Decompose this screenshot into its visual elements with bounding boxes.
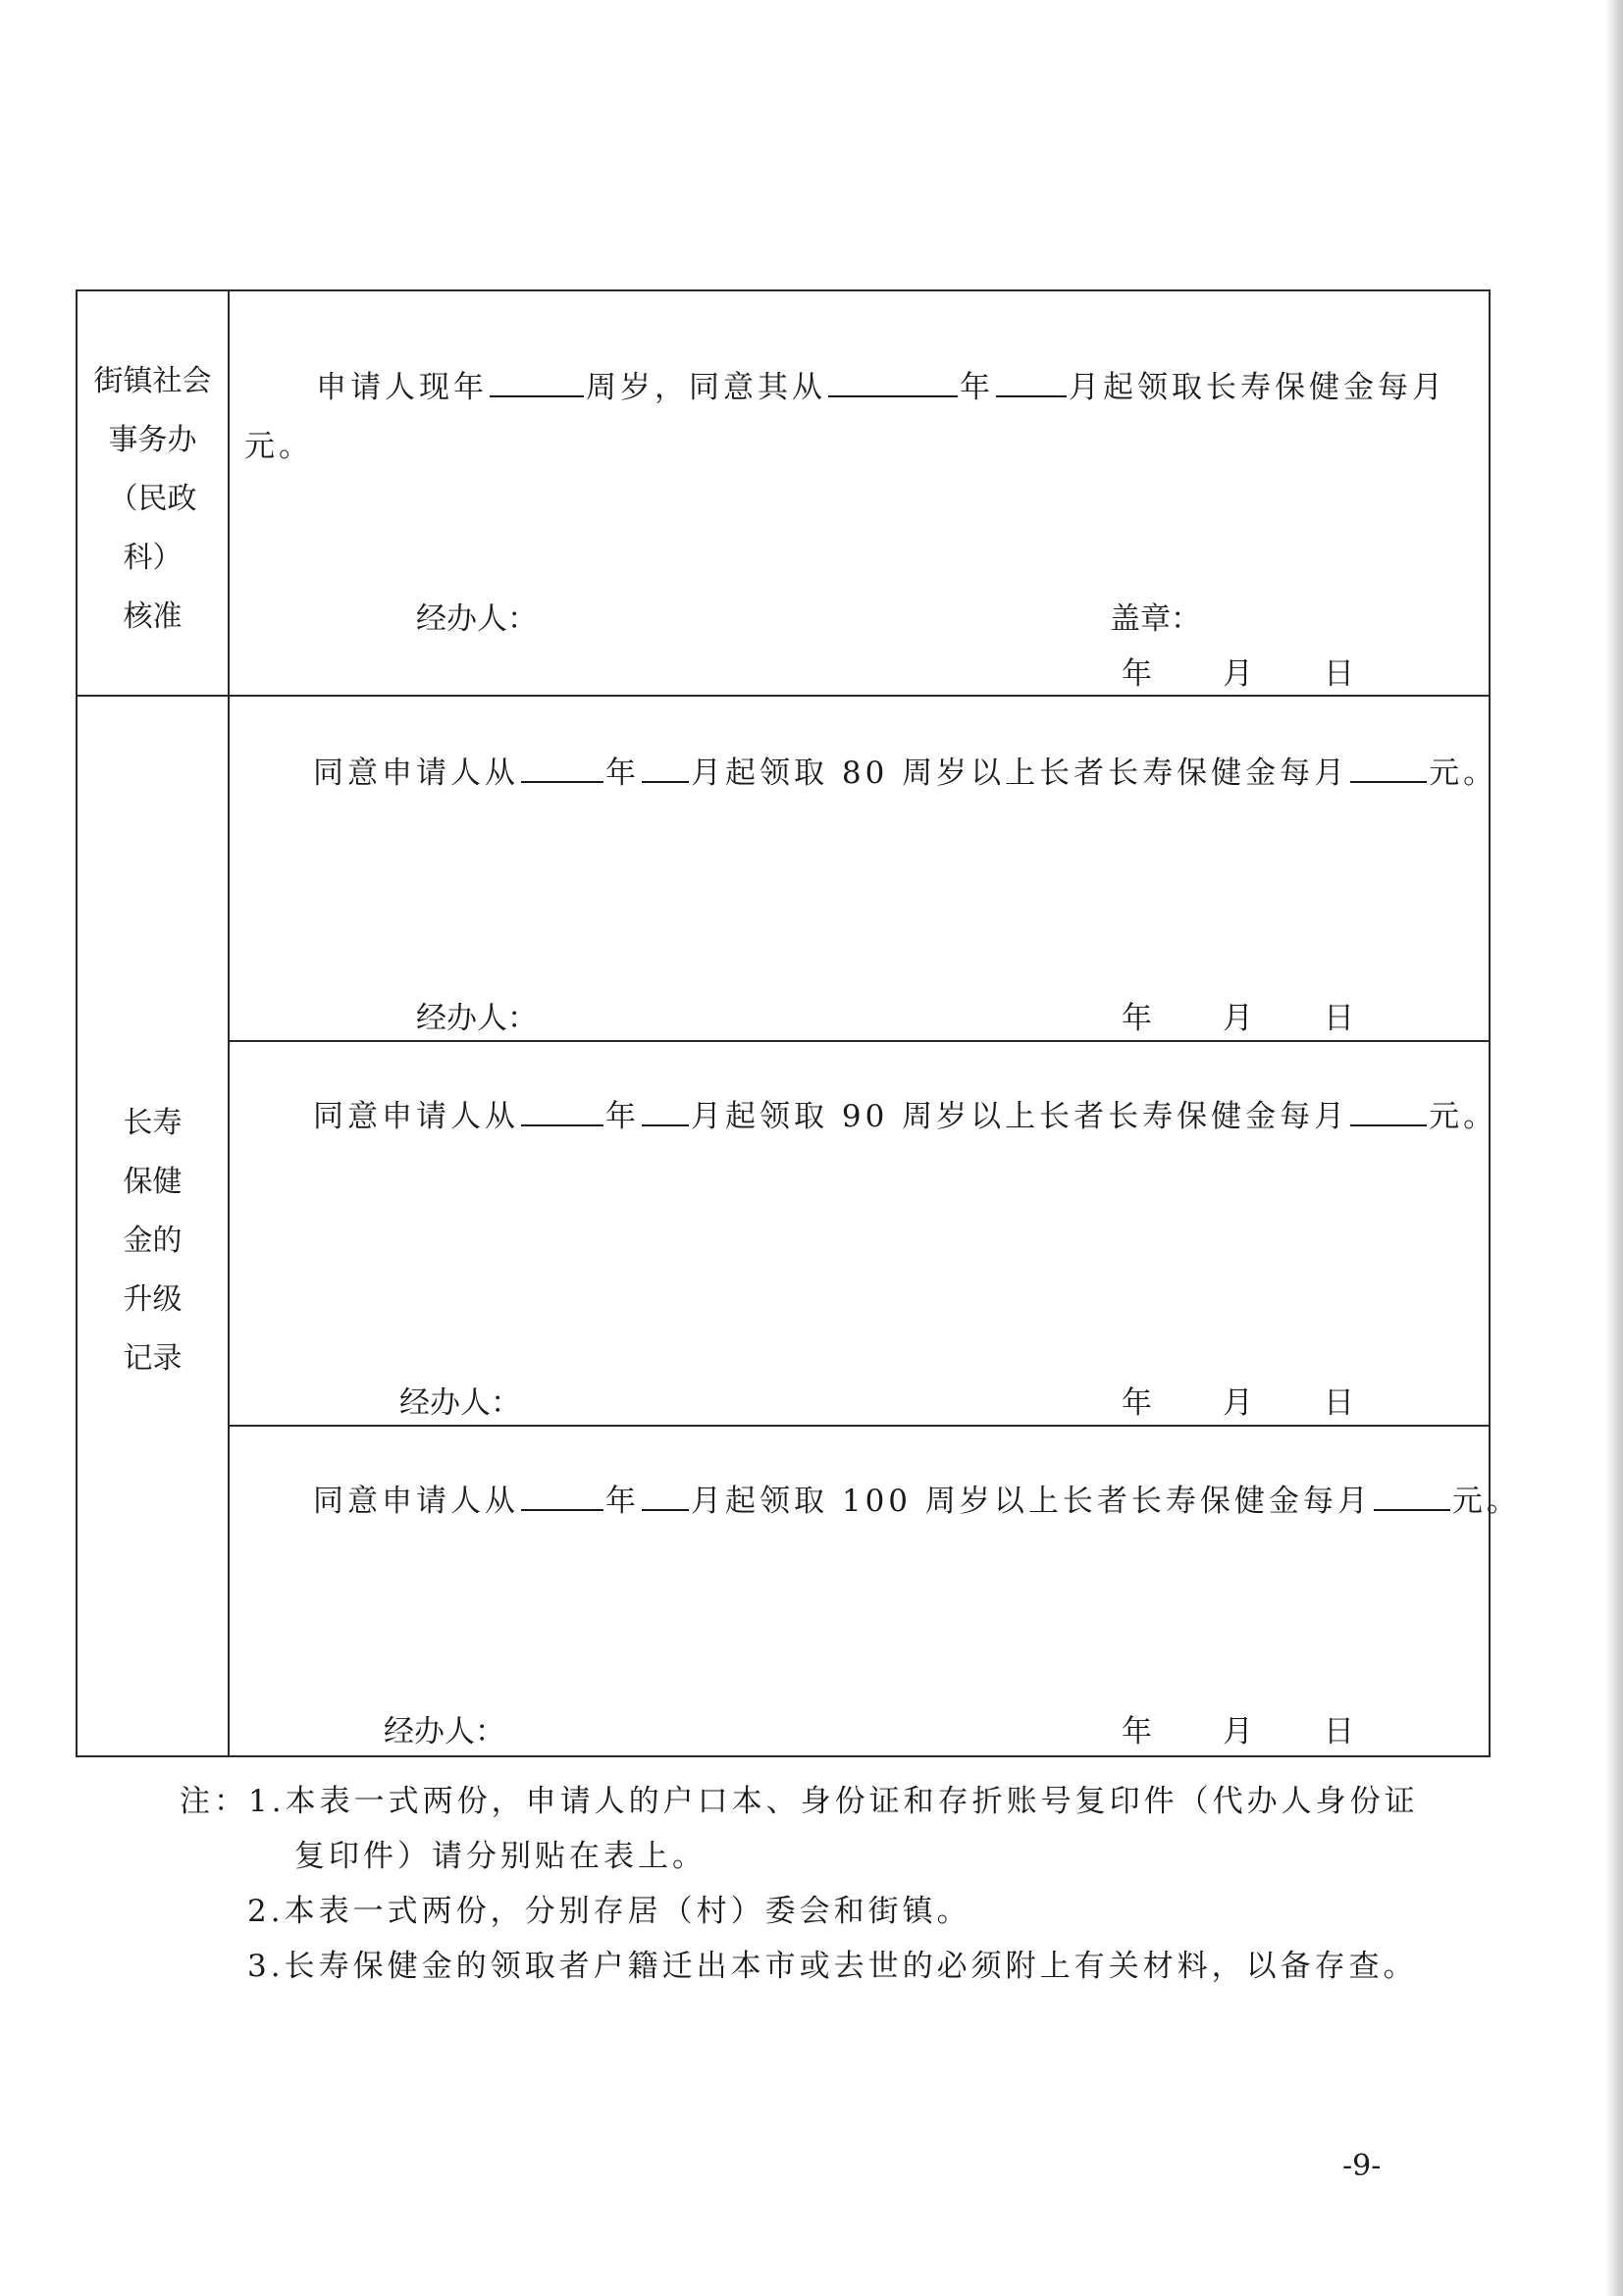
row-divider-main — [78, 695, 1489, 697]
verify-date-year: 年 — [1122, 656, 1152, 692]
longevity-allowance-form-table — [76, 289, 1521, 1757]
upgrade-record-90-statement: 同意申请人从 年 月起领取 90 周岁以上长者长寿保健金每月 元。 — [313, 1091, 1497, 1135]
upgrade-record-90-month: 月 — [1223, 1385, 1253, 1421]
upgrade-record-100-year: 年 — [1122, 1714, 1152, 1749]
record-amount-blank[interactable] — [1374, 1480, 1450, 1511]
note-line-4: 3.长寿保健金的领取者户籍迁出本市或去世的必须附上有关材料，以备存查。 — [247, 1949, 1418, 1984]
upgrade-record-90-year: 年 — [1122, 1385, 1152, 1421]
verify-statement-line1: 申请人现年 周岁，同意其从 年 月起领取长寿保健金每月 — [316, 362, 1446, 406]
upgrade-label-line: 升级 — [123, 1282, 183, 1317]
upgrade-label-line: 保健 — [123, 1165, 183, 1199]
upgrade-record-80-year: 年 — [1122, 1001, 1152, 1036]
verify-label-line: 核准 — [123, 600, 183, 634]
upgrade-record-80-handler: 经办人： — [416, 1001, 538, 1036]
row-divider-upgrade-2 — [230, 1425, 1489, 1427]
verify-label-line: 事务办 — [108, 423, 197, 457]
record-month-blank[interactable] — [642, 752, 689, 783]
page-number: -9- — [1342, 2149, 1382, 2183]
verify-label-line: 科） — [123, 541, 183, 575]
upgrade-label-line: 长寿 — [123, 1106, 183, 1140]
note-line-3: 2.本表一式两份，分别存居（村）委会和街镇。 — [247, 1894, 971, 1929]
upgrade-section-label — [78, 1094, 228, 1388]
page-edge-shadow — [1605, 0, 1623, 2296]
start-month-blank[interactable] — [996, 366, 1067, 397]
verify-date-day: 日 — [1324, 656, 1354, 692]
column-divider — [228, 291, 230, 1755]
start-year-blank[interactable] — [828, 366, 958, 397]
row-divider-upgrade-1 — [230, 1040, 1489, 1042]
record-year-blank[interactable] — [521, 1095, 603, 1126]
record-amount-blank[interactable] — [1350, 1095, 1427, 1126]
upgrade-record-90-handler: 经办人： — [399, 1385, 521, 1421]
record-month-blank[interactable] — [642, 1095, 689, 1126]
upgrade-label-line: 金的 — [123, 1224, 183, 1258]
note-line-1: 注：1.本表一式两份，申请人的户口本、身份证和存折账号复印件（代办人身份证 — [180, 1784, 1419, 1819]
upgrade-record-90-day: 日 — [1324, 1385, 1354, 1421]
verify-label-line: 街镇社会 — [93, 364, 212, 398]
verify-seal-label: 盖章： — [1110, 601, 1201, 637]
verify-date-month: 月 — [1223, 656, 1253, 692]
upgrade-record-100-handler: 经办人： — [384, 1714, 505, 1749]
upgrade-record-100-month: 月 — [1223, 1714, 1253, 1749]
upgrade-record-80-month: 月 — [1223, 1001, 1253, 1036]
verify-handler-label: 经办人： — [416, 601, 538, 637]
verify-statement-line2: 元。 — [244, 429, 313, 464]
verify-label-line: （民政 — [108, 482, 197, 516]
verify-section-label — [78, 352, 228, 647]
record-month-blank[interactable] — [642, 1480, 689, 1511]
upgrade-record-80-day: 日 — [1324, 1001, 1354, 1036]
age-blank[interactable] — [490, 366, 584, 397]
note-line-2: 复印件）请分别贴在表上。 — [294, 1839, 707, 1874]
upgrade-label-line: 记录 — [123, 1341, 183, 1376]
record-year-blank[interactable] — [521, 752, 603, 783]
record-amount-blank[interactable] — [1350, 752, 1427, 783]
upgrade-record-100-day: 日 — [1324, 1714, 1354, 1749]
record-year-blank[interactable] — [521, 1480, 603, 1511]
upgrade-record-100-statement: 同意申请人从 年 月起领取 100 周岁以上长者长寿保健金每月 元。 — [313, 1476, 1521, 1520]
upgrade-record-80-statement: 同意申请人从 年 月起领取 80 周岁以上长者长寿保健金每月 元。 — [313, 748, 1497, 792]
